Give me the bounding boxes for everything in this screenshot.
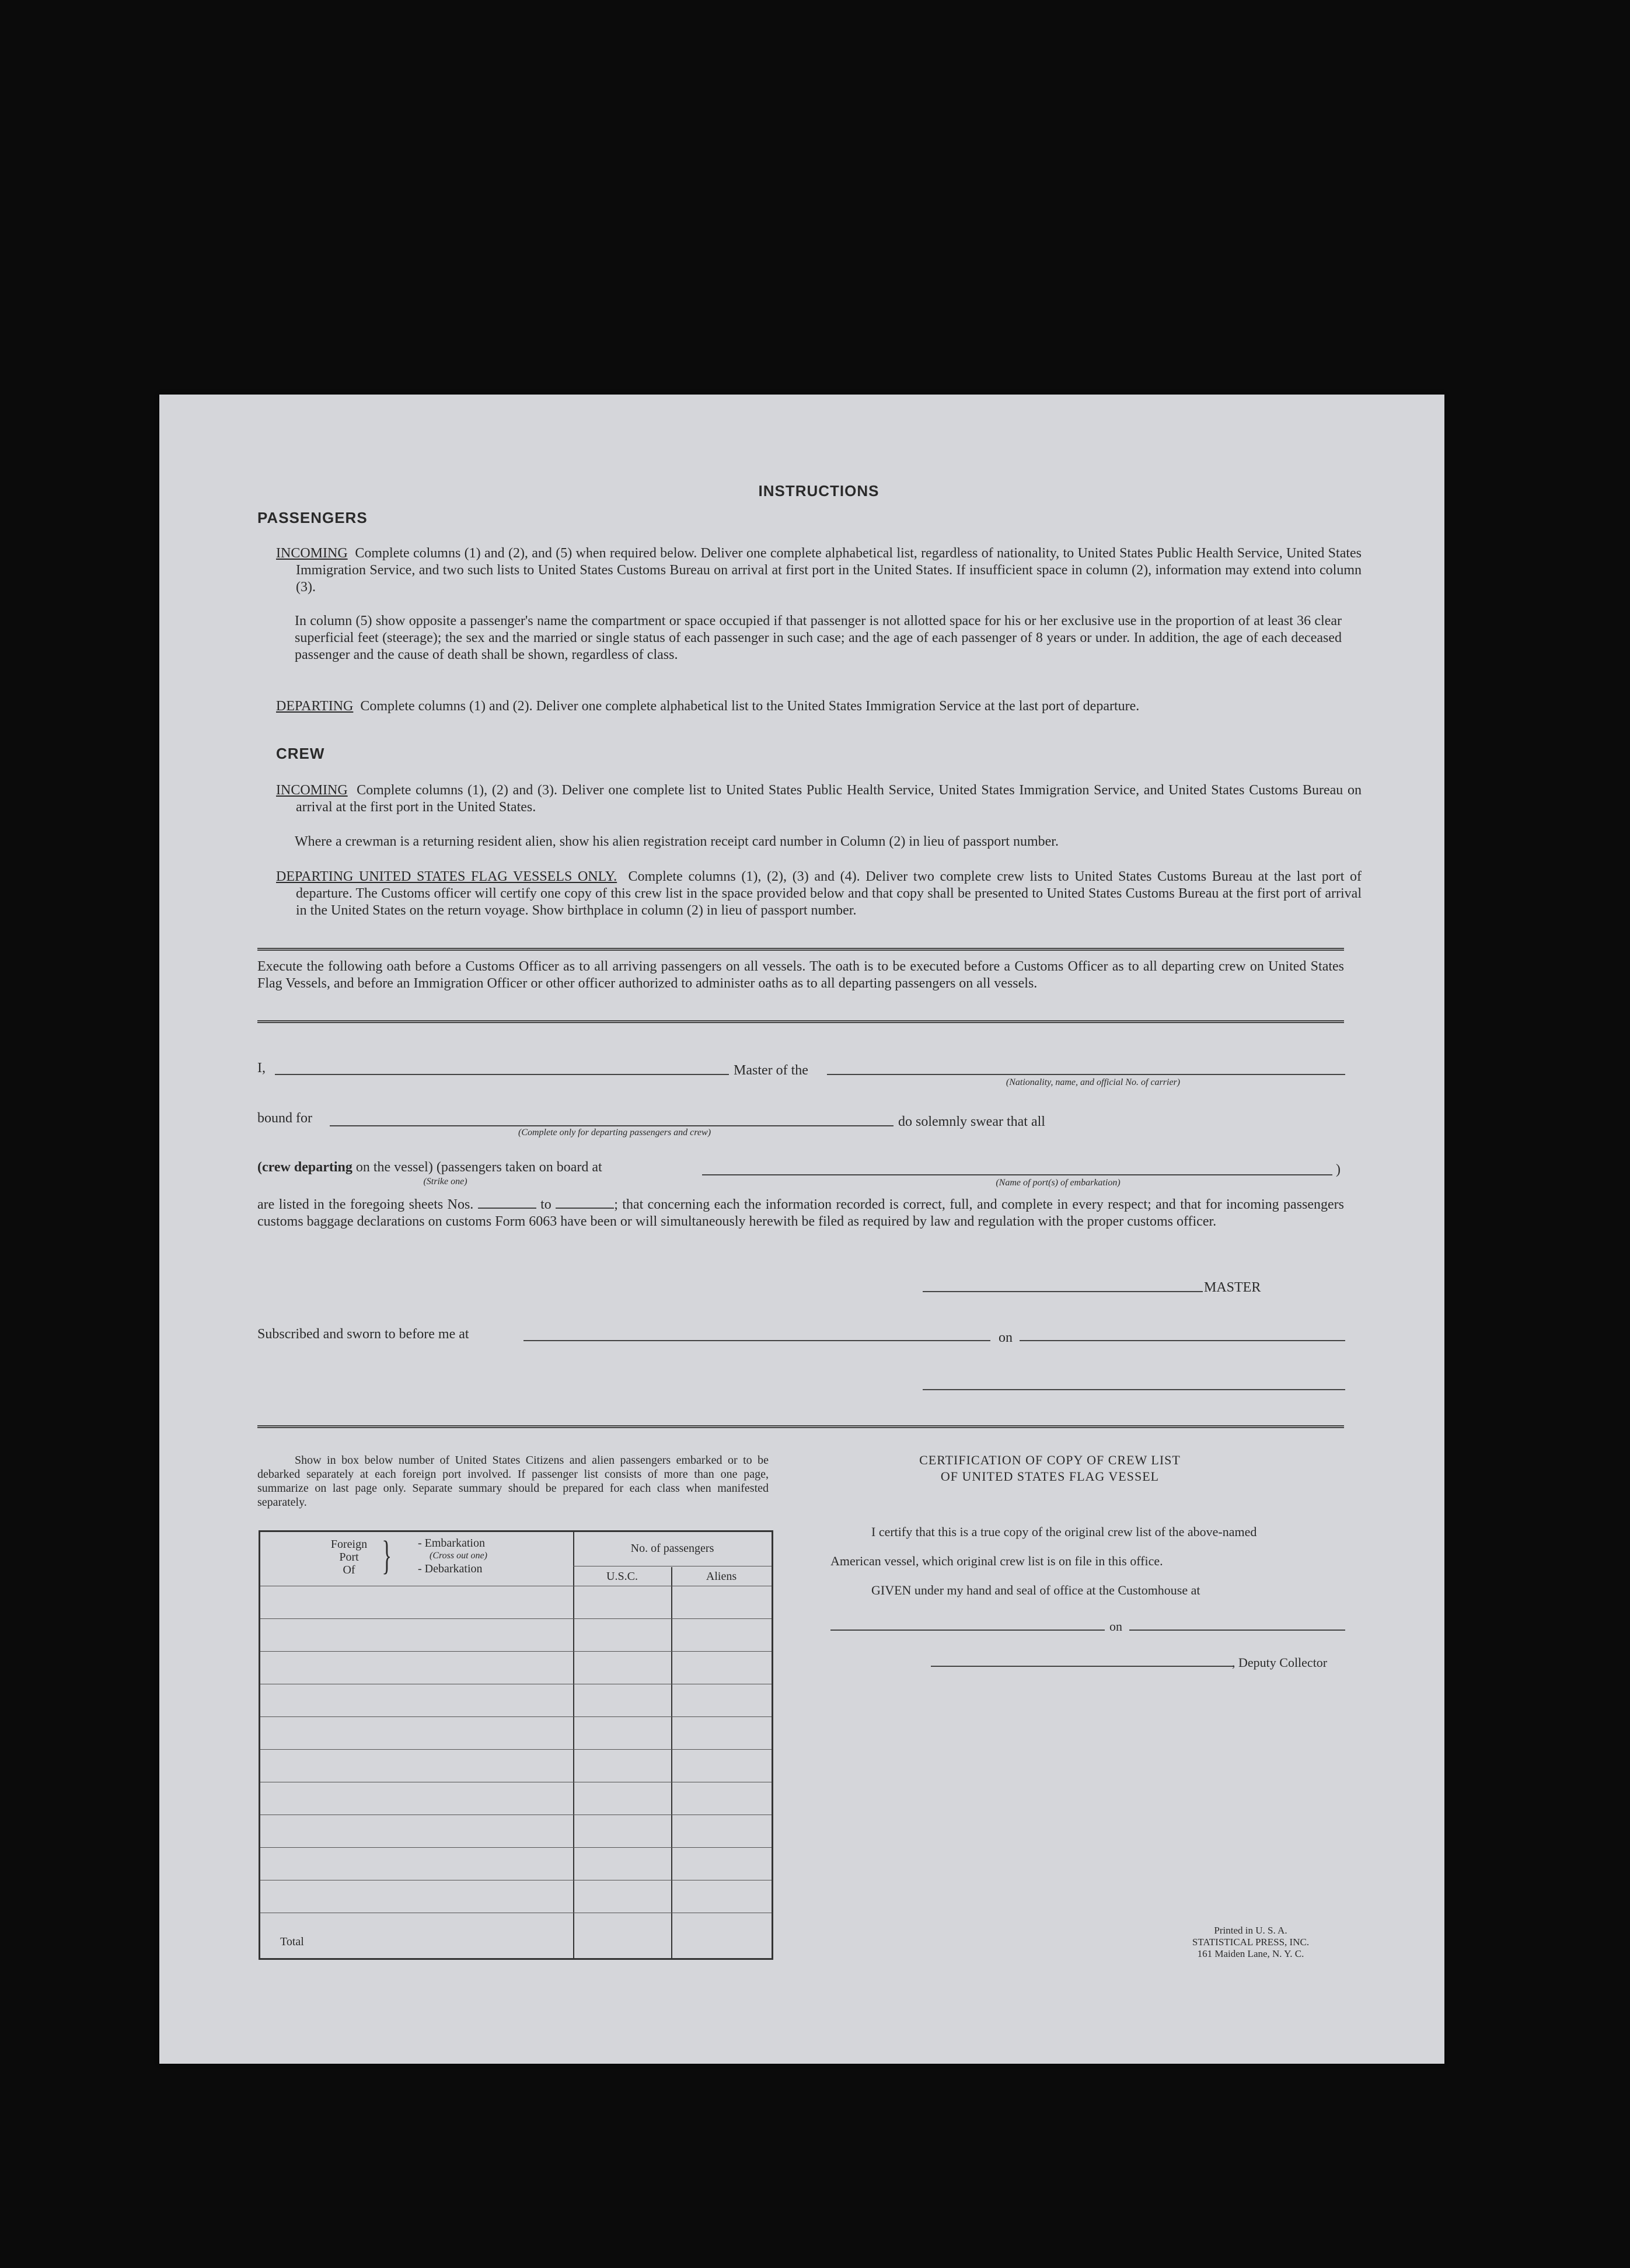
column5-instruction <box>295 613 1342 664</box>
departing-flag-text: Complete columns (1), (2), (3) and (4). Deliver two complete crew lists to United States Customs Bureau at the last port of departure. The Customs officer will certify one copy of this crew list in the space provided below and that copy shall be presented to United States Customs Bureau at the first port of arrival in the United States on the return voyage. Show birthplace in column (2) in lieu of passport number. <box>296 869 1362 918</box>
crew-passengers-line <box>257 1159 602 1176</box>
master-signature-field[interactable] <box>923 1291 1203 1292</box>
table-divider <box>671 1567 672 1958</box>
debarkation-label: - Debarkation <box>418 1562 483 1575</box>
summary-instructions-text: Show in box below number of United States Citizens and alien passengers embarked or to be debarked separately at each foreign port involved. If passenger list consists of more than one page, summarize on last page only. Separate summary should be prepared for each class when manifested separately. <box>257 1454 769 1509</box>
close-paren: ) <box>1336 1162 1341 1177</box>
embark-debark-label <box>418 1537 487 1575</box>
of-label: Of <box>343 1564 355 1576</box>
foreign-port-of-label <box>326 1538 372 1576</box>
crewman-instruction <box>295 833 1342 850</box>
carrier-caption: (Nationality, name, and official No. of carrier) <box>1006 1077 1181 1087</box>
sheet-from-field[interactable] <box>478 1208 536 1209</box>
departing-label: DEPARTING <box>276 699 354 714</box>
oath-i-label: I, <box>257 1060 266 1076</box>
customhouse-field[interactable] <box>830 1630 1105 1631</box>
deputy-signature-field[interactable] <box>931 1666 1233 1667</box>
crew-departing-text: (crew departing <box>257 1160 352 1175</box>
printer-line3: 161 Maiden Lane, N. Y. C. <box>1197 1948 1304 1959</box>
table-row[interactable] <box>260 1651 772 1652</box>
crew-departing-instruction <box>276 868 1362 919</box>
crew-incoming-label: INCOMING <box>276 783 348 798</box>
table-row[interactable] <box>260 1618 772 1619</box>
form-page <box>159 395 1444 2064</box>
certification-heading-line1: CERTIFICATION OF COPY OF CREW LIST <box>919 1453 1181 1467</box>
oath-statement <box>257 1196 1344 1230</box>
deputy-collector-label: , Deputy Collector <box>1232 1655 1328 1670</box>
strike-one-caption: (Strike one) <box>423 1177 467 1187</box>
cross-out-label: (Cross out one) <box>430 1551 487 1561</box>
master-of-the-label: Master of the <box>734 1063 808 1078</box>
incoming-label: INCOMING <box>276 546 348 561</box>
printer-line1: Printed in U. S. A. <box>1214 1925 1287 1936</box>
passenger-summary-table <box>259 1530 773 1960</box>
usc-header: U.S.C. <box>606 1570 638 1583</box>
certify-line1: I certify that this is a true copy of the original crew list of the above-named <box>871 1524 1257 1539</box>
port-label: Port <box>339 1551 359 1564</box>
incoming-text: Complete columns (1) and (2), and (5) when required below. Deliver one complete alphabetical list, regardless of nationality, to United States Public Health Service, United States Immigration Service, and two such lists to United States Customs Bureau on arrival at first port in the United States. If insufficient space in column (2), information may extend into column (3). <box>296 546 1362 595</box>
divider <box>257 1425 1344 1428</box>
passengers-taken-text: (passengers taken on board at <box>436 1160 602 1175</box>
sworn-date-field[interactable] <box>1020 1340 1345 1341</box>
certify-line2: American vessel, which original crew list is on file in this office. <box>830 1554 1163 1568</box>
total-label: Total <box>280 1935 304 1948</box>
bound-for-label: bound for <box>257 1111 312 1126</box>
no-of-passengers-header: No. of passengers <box>630 1542 714 1555</box>
bound-for-field[interactable] <box>330 1125 893 1126</box>
swear-text: do solemnly swear that all <box>898 1114 1045 1129</box>
table-divider <box>573 1532 574 1958</box>
divider <box>257 948 1344 951</box>
cert-date-field[interactable] <box>1129 1630 1345 1631</box>
instructions-title: INSTRUCTIONS <box>758 482 879 500</box>
on-the-vessel-text: on the vessel) <box>355 1160 433 1175</box>
master-name-field[interactable] <box>275 1074 729 1075</box>
crew-heading: CREW <box>276 745 325 762</box>
cert-on-label: on <box>1109 1619 1122 1634</box>
bound-for-caption: (Complete only for departing passengers and crew) <box>518 1128 711 1138</box>
passengers-heading: PASSENGERS <box>257 509 368 526</box>
column5-text: In column (5) show opposite a passenger's name the compartment or space occupied if that passenger is not allotted space for his or her exclusive use in the proportion of at least 36 clear superficial feet (steerage); the sex and the married or single status of each passenger in such case; and the age of each passenger of 8 years or under. In addition, the age of each deceased passenger and the cause of death shall be shown, regardless of class. <box>295 613 1342 662</box>
departing-flag-label: DEPARTING UNITED STATES FLAG VESSELS ONLY. <box>276 869 617 884</box>
passengers-departing-instruction <box>276 698 1362 715</box>
crew-incoming-instruction <box>276 782 1362 816</box>
passengers-incoming-instruction <box>276 545 1362 596</box>
brace-icon: } <box>382 1533 392 1578</box>
subscribed-label: Subscribed and sworn to before me at <box>257 1327 469 1342</box>
given-line: GIVEN under my hand and seal of office at the Customhouse at <box>871 1583 1200 1597</box>
certification-heading <box>863 1452 1237 1485</box>
table-row[interactable] <box>260 1847 772 1848</box>
foreign-label: Foreign <box>330 1538 368 1551</box>
ports-caption: (Name of port(s) of embarkation) <box>996 1178 1121 1188</box>
sworn-place-field[interactable] <box>523 1340 990 1341</box>
crew-incoming-text: Complete columns (1), (2) and (3). Deliver one complete list to United States Public Health Service, United States Immigration Service, and United States Customs Bureau on arrival at the first port in the United States. <box>296 783 1362 815</box>
carrier-field[interactable] <box>827 1074 1345 1075</box>
sheets-to-label: to <box>540 1197 552 1212</box>
master-label: MASTER <box>1204 1280 1261 1295</box>
printer-line2: STATISTICAL PRESS, INC. <box>1192 1936 1310 1948</box>
embarkation-label: - Embarkation <box>418 1537 485 1550</box>
summary-instructions <box>257 1453 769 1509</box>
departing-text: Complete columns (1) and (2). Deliver one complete alphabetical list to the United States Immigration Service at the last port of departure. <box>360 699 1140 714</box>
aliens-header: Aliens <box>706 1570 737 1583</box>
oath-instruction <box>257 958 1344 992</box>
embarkation-ports-field[interactable] <box>702 1174 1332 1175</box>
sheets-label: are listed in the foregoing sheets Nos. <box>257 1197 474 1212</box>
table-row[interactable] <box>260 1716 772 1717</box>
printer-imprint <box>1151 1925 1350 1960</box>
oath-body-text: ; that concerning each the information recorded is correct, full, and complete in every respect; and that for incoming passengers customs baggage declarations on customs Form 6063 have been or will simultaneously herewith be filed as required by law and regulation with the proper customs officer. <box>257 1197 1345 1229</box>
officer-signature-field[interactable] <box>923 1389 1345 1390</box>
sheet-to-field[interactable] <box>556 1208 614 1209</box>
oath-execute-text: Execute the following oath before a Customs Officer as to all arriving passengers on all vessels. The oath is to be executed before a Customs Officer as to all departing crew on United States Flag Vessels, and before an Immigration Officer or other officer authorized to administer oaths as to all departing passengers on all vessels. <box>257 959 1344 991</box>
table-row[interactable] <box>260 1749 772 1750</box>
divider <box>257 1020 1344 1023</box>
crewman-text: Where a crewman is a returning resident alien, show his alien registration receipt card number in Column (2) in lieu of passport number. <box>295 834 1059 849</box>
certification-heading-line2: OF UNITED STATES FLAG VESSEL <box>940 1469 1160 1484</box>
sworn-on-label: on <box>999 1330 1013 1345</box>
